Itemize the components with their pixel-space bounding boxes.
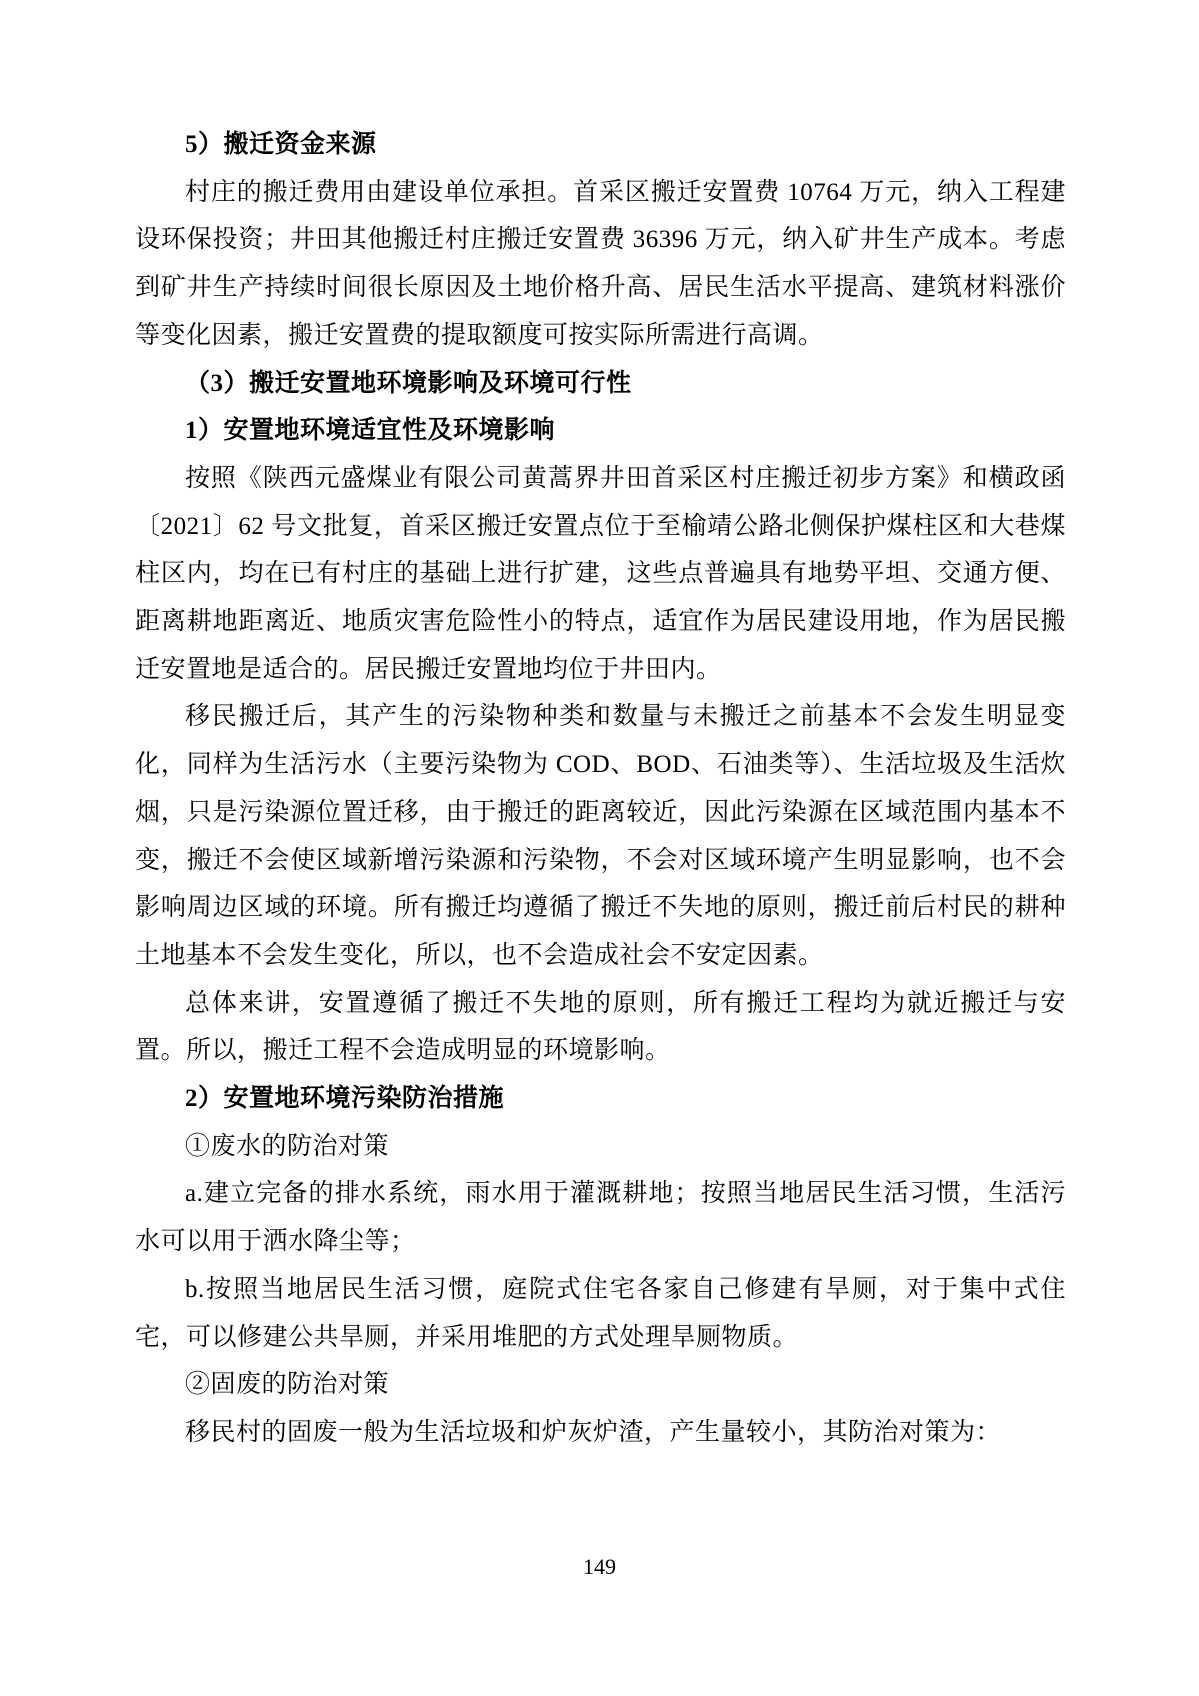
heading-funding-source: 5）搬迁资金来源 <box>185 131 377 158</box>
document-body <box>135 121 1066 1457</box>
paragraph-solid-waste-title: ②固废的防治对策 <box>185 1371 390 1399</box>
paragraph-solid-waste: 移民村的固废一般为生活垃圾和炉灰炉渣，产生量较小，其防治对策为： <box>185 1418 1002 1446</box>
heading-pollution-control: 2）安置地环境污染防治措施 <box>185 1085 505 1113</box>
paragraph-site-suitability: 按照《陕西元盛煤业有限公司黄蒿界井田首采区村庄搬迁初步方案》和横政函〔2021〕62 号文批复，首采区搬迁安置点位于至榆靖公路北侧保护煤柱区和大巷煤柱区内，均在已有村庄的基础上进行扩建，这些点普遍具有地势平坦、交通方便、距离耕地距离近、地质灾害危险性小的特点，适宜作为居民建设用地，作为居民搬迁安置地是适合的。居民搬迁安置地均位于井田内。 <box>135 464 1066 683</box>
paragraph-wastewater-title: ①废水的防治对策 <box>185 1132 390 1160</box>
page-number: 149 <box>583 1554 616 1579</box>
heading-site-suitability: 1）安置地环境适宜性及环境影响 <box>185 417 556 445</box>
paragraph-pollution-change: 移民搬迁后，其产生的污染物种类和数量与未搬迁之前基本不会发生明显变化，同样为生活污水（主要污染物为 COD、BOD、石油类等）、生活垃圾及生活炊烟，只是污染源位置迁移，由于搬迁的距离较近，因此污染源在区域范围内基本不变，搬迁不会使区域新增污染源和污染物，不会对区域环境产生明显影响，也不会影响周边区域的环境。所有搬迁均遵循了搬迁不失地的原则，搬迁前后村民的耕种土地基本不会发生变化，所以，也不会造成社会不安定因素。 <box>135 703 1066 969</box>
paragraph-wastewater-item-a: a.建立完备的排水系统，雨水用于灌溉耕地；按照当地居民生活习惯，生活污水可以用于洒水降尘等； <box>135 1180 1066 1256</box>
paragraph-summary: 总体来讲，安置遵循了搬迁不失地的原则，所有搬迁工程均为就近搬迁与安置。所以，搬迁工程不会造成明显的环境影响。 <box>135 989 1066 1065</box>
paragraph-funding: 村庄的搬迁费用由建设单位承担。首采区搬迁安置费 10764 万元，纳入工程建设环保投资；井田其他搬迁村庄搬迁安置费 36396 万元，纳入矿井生产成本。考虑到矿井生产持续时间很长原因及土地价格升高、居民生活水平提高、建筑材料涨价等变化因素，搬迁安置费的提取额度可按实际所需进行高调。 <box>135 178 1066 349</box>
heading-resettlement-impact: （3）搬迁安置地环境影响及环境可行性 <box>185 369 632 397</box>
paragraph-wastewater-item-b: b.按照当地居民生活习惯，庭院式住宅各家自己修建有旱厕，对于集中式住宅，可以修建公共旱厕，并采用堆肥的方式处理旱厕物质。 <box>135 1275 1066 1351</box>
